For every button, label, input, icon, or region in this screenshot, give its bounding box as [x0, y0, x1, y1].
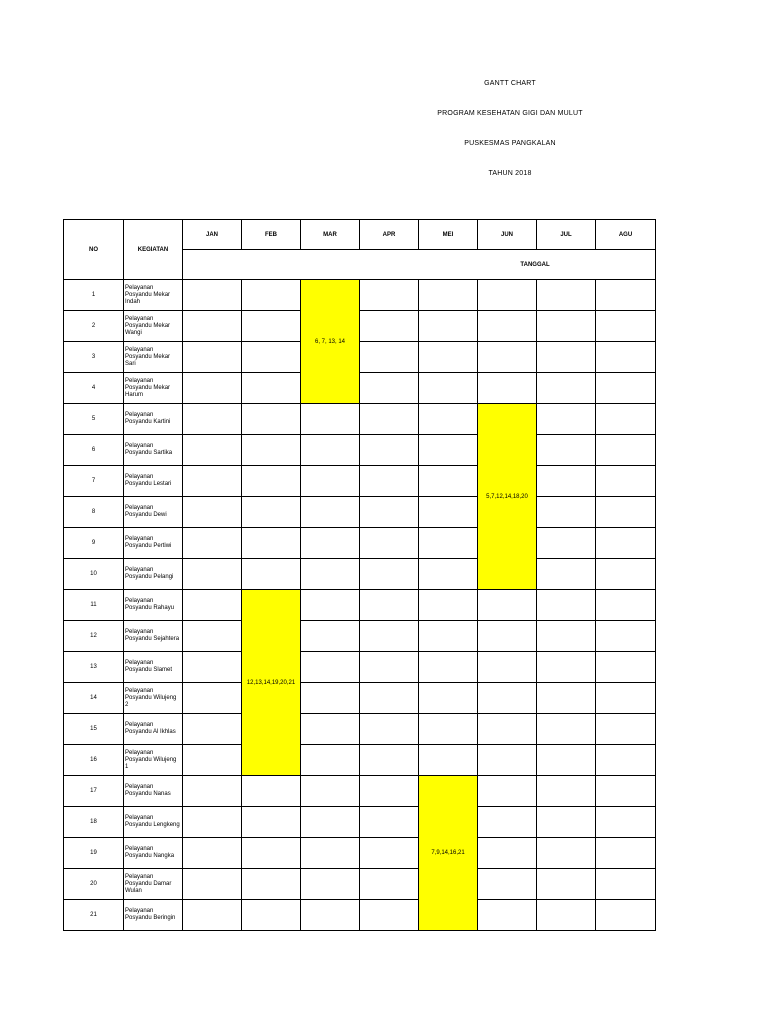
- table-row: [64, 435, 656, 466]
- empty-cell: [537, 838, 596, 869]
- empty-cell: [478, 590, 537, 621]
- table-row: [64, 652, 656, 683]
- empty-cell: [360, 900, 419, 931]
- empty-cell: [537, 466, 596, 497]
- chart-title: GANTT CHART: [484, 80, 536, 87]
- no-header: NO: [64, 220, 124, 280]
- empty-cell: [360, 590, 419, 621]
- empty-cell: [596, 528, 656, 559]
- empty-cell: [360, 528, 419, 559]
- empty-cell: [537, 652, 596, 683]
- empty-cell: [478, 869, 537, 900]
- month-header: JAN: [183, 220, 242, 250]
- empty-cell: [596, 714, 656, 745]
- empty-cell: [360, 559, 419, 590]
- empty-cell: [360, 807, 419, 838]
- kegiatan-cell: Pelayanan Posyandu Rahayu: [124, 590, 183, 621]
- puskesmas-title: PUSKESMAS PANGKALAN: [464, 140, 556, 147]
- kegiatan-cell: Pelayanan Posyandu Al Ikhlas: [124, 714, 183, 745]
- empty-cell: [419, 683, 478, 714]
- empty-cell: [596, 466, 656, 497]
- schedule-dates: 7,9,14,16,21: [431, 850, 465, 856]
- kegiatan-cell: Pelayanan Posyandu Lengkeng: [124, 807, 183, 838]
- empty-cell: [242, 311, 301, 342]
- table-row: [64, 404, 656, 435]
- table-row: [64, 683, 656, 714]
- table-row: [64, 621, 656, 652]
- kegiatan-header: KEGIATAN: [124, 220, 183, 280]
- empty-cell: [478, 900, 537, 931]
- table-row: [64, 342, 656, 373]
- empty-cell: [596, 404, 656, 435]
- empty-cell: [596, 311, 656, 342]
- empty-cell: [242, 435, 301, 466]
- program-title: PROGRAM KESEHATAN GIGI DAN MULUT: [437, 110, 583, 117]
- empty-cell: [301, 776, 360, 807]
- table-row: [64, 745, 656, 776]
- table-header: [64, 220, 656, 280]
- empty-cell: [419, 528, 478, 559]
- empty-cell: [242, 776, 301, 807]
- empty-cell: [596, 900, 656, 931]
- table-row: [64, 311, 656, 342]
- empty-cell: [183, 683, 242, 714]
- empty-cell: [596, 683, 656, 714]
- kegiatan-cell: Pelayanan Posyandu Pertiwi: [124, 528, 183, 559]
- empty-cell: [478, 807, 537, 838]
- empty-cell: [419, 311, 478, 342]
- empty-cell: [183, 342, 242, 373]
- row-number: 5: [64, 404, 124, 435]
- kegiatan-cell: Pelayanan Posyandu Sejahtera: [124, 621, 183, 652]
- empty-cell: [301, 559, 360, 590]
- schedule-highlight: [242, 590, 301, 776]
- empty-cell: [183, 838, 242, 869]
- kegiatan-cell: Pelayanan Posyandu Beringin: [124, 900, 183, 931]
- row-number: 19: [64, 838, 124, 869]
- row-number: 18: [64, 807, 124, 838]
- empty-cell: [537, 745, 596, 776]
- table-row: [64, 497, 656, 528]
- empty-cell: [360, 745, 419, 776]
- empty-cell: [301, 745, 360, 776]
- empty-cell: [419, 559, 478, 590]
- empty-cell: [419, 466, 478, 497]
- table-row: [64, 776, 656, 807]
- empty-cell: [301, 466, 360, 497]
- empty-cell: [242, 838, 301, 869]
- gantt-table: [63, 219, 656, 931]
- empty-cell: [360, 280, 419, 311]
- empty-cell: [183, 807, 242, 838]
- row-number: 10: [64, 559, 124, 590]
- empty-cell: [537, 869, 596, 900]
- empty-cell: [360, 838, 419, 869]
- empty-cell: [360, 652, 419, 683]
- empty-cell: [301, 404, 360, 435]
- empty-cell: [537, 404, 596, 435]
- empty-cell: [242, 559, 301, 590]
- empty-cell: [360, 621, 419, 652]
- empty-cell: [537, 714, 596, 745]
- schedule-highlight: [478, 404, 537, 590]
- empty-cell: [596, 745, 656, 776]
- empty-cell: [478, 342, 537, 373]
- row-number: 9: [64, 528, 124, 559]
- empty-cell: [596, 373, 656, 404]
- empty-cell: [419, 714, 478, 745]
- month-header: MAR: [301, 220, 360, 250]
- kegiatan-cell: Pelayanan Posyandu Damar Wulan: [124, 869, 183, 900]
- month-header: AGU: [596, 220, 656, 250]
- month-header: JUL: [537, 220, 596, 250]
- table-row: [64, 373, 656, 404]
- empty-cell: [419, 404, 478, 435]
- month-header-row: [64, 220, 656, 250]
- empty-cell: [301, 714, 360, 745]
- empty-cell: [537, 621, 596, 652]
- empty-cell: [537, 373, 596, 404]
- empty-cell: [183, 435, 242, 466]
- empty-cell: [596, 497, 656, 528]
- empty-cell: [478, 776, 537, 807]
- empty-cell: [242, 869, 301, 900]
- table-row: [64, 559, 656, 590]
- empty-cell: [360, 435, 419, 466]
- empty-cell: [183, 776, 242, 807]
- empty-cell: [478, 621, 537, 652]
- table-row: [64, 280, 656, 311]
- row-number: 16: [64, 745, 124, 776]
- row-number: 3: [64, 342, 124, 373]
- schedule-highlight: [301, 280, 360, 404]
- empty-cell: [419, 280, 478, 311]
- empty-cell: [419, 342, 478, 373]
- empty-cell: [183, 373, 242, 404]
- table-body: [64, 280, 656, 931]
- empty-cell: [242, 404, 301, 435]
- row-number: 1: [64, 280, 124, 311]
- empty-cell: [537, 807, 596, 838]
- empty-cell: [183, 404, 242, 435]
- kegiatan-cell: Pelayanan Posyandu Dewi: [124, 497, 183, 528]
- empty-cell: [596, 590, 656, 621]
- empty-cell: [242, 466, 301, 497]
- empty-cell: [242, 900, 301, 931]
- empty-cell: [360, 714, 419, 745]
- empty-cell: [183, 280, 242, 311]
- empty-cell: [478, 714, 537, 745]
- empty-cell: [183, 528, 242, 559]
- empty-cell: [183, 590, 242, 621]
- table-row: [64, 466, 656, 497]
- row-number: 13: [64, 652, 124, 683]
- empty-cell: [596, 435, 656, 466]
- row-number: 20: [64, 869, 124, 900]
- table-row: [64, 807, 656, 838]
- kegiatan-cell: Pelayanan Posyandu Sartika: [124, 435, 183, 466]
- empty-cell: [301, 838, 360, 869]
- schedule-dates: 12,13,14,19,20,21: [246, 679, 296, 686]
- kegiatan-cell: Pelayanan Posyandu Slamet: [124, 652, 183, 683]
- empty-cell: [537, 311, 596, 342]
- empty-cell: [301, 621, 360, 652]
- empty-cell: [242, 807, 301, 838]
- empty-cell: [596, 652, 656, 683]
- empty-cell: [537, 528, 596, 559]
- kegiatan-cell: Pelayanan Posyandu Mekar Wangi: [124, 311, 183, 342]
- empty-cell: [478, 683, 537, 714]
- empty-cell: [537, 435, 596, 466]
- empty-cell: [596, 621, 656, 652]
- kegiatan-cell: Pelayanan Posyandu Nangka: [124, 838, 183, 869]
- row-number: 7: [64, 466, 124, 497]
- empty-cell: [419, 373, 478, 404]
- kegiatan-cell: Pelayanan Posyandu Nanas: [124, 776, 183, 807]
- table-row: [64, 590, 656, 621]
- empty-cell: [419, 590, 478, 621]
- empty-cell: [301, 869, 360, 900]
- empty-cell: [596, 342, 656, 373]
- empty-cell: [537, 683, 596, 714]
- empty-cell: [537, 900, 596, 931]
- row-number: 2: [64, 311, 124, 342]
- empty-cell: [537, 342, 596, 373]
- empty-cell: [360, 311, 419, 342]
- month-header: MEI: [419, 220, 478, 250]
- year-title: TAHUN 2018: [488, 170, 532, 177]
- empty-cell: [478, 280, 537, 311]
- row-number: 11: [64, 590, 124, 621]
- row-number: 21: [64, 900, 124, 931]
- table-row: [64, 838, 656, 869]
- empty-cell: [242, 497, 301, 528]
- empty-cell: [596, 807, 656, 838]
- empty-cell: [183, 714, 242, 745]
- table-row: [64, 528, 656, 559]
- empty-cell: [301, 528, 360, 559]
- kegiatan-cell: Pelayanan Posyandu Kartini: [124, 404, 183, 435]
- empty-cell: [301, 652, 360, 683]
- empty-cell: [183, 559, 242, 590]
- empty-cell: [360, 342, 419, 373]
- kegiatan-cell: Pelayanan Posyandu Pelangi: [124, 559, 183, 590]
- row-number: 14: [64, 683, 124, 714]
- kegiatan-cell: Pelayanan Posyandu Lestari: [124, 466, 183, 497]
- table-row: [64, 900, 656, 931]
- empty-cell: [537, 776, 596, 807]
- empty-cell: [360, 373, 419, 404]
- schedule-dates: 5,7,12,14,18,20: [486, 493, 528, 500]
- row-number: 12: [64, 621, 124, 652]
- empty-cell: [537, 590, 596, 621]
- empty-cell: [537, 497, 596, 528]
- empty-cell: [596, 776, 656, 807]
- empty-cell: [301, 683, 360, 714]
- row-number: 4: [64, 373, 124, 404]
- month-header: APR: [360, 220, 419, 250]
- row-number: 8: [64, 497, 124, 528]
- empty-cell: [478, 745, 537, 776]
- table-row: [64, 714, 656, 745]
- empty-cell: [301, 497, 360, 528]
- empty-cell: [419, 435, 478, 466]
- empty-cell: [242, 280, 301, 311]
- empty-cell: [301, 435, 360, 466]
- empty-cell: [360, 404, 419, 435]
- empty-cell: [419, 497, 478, 528]
- empty-cell: [537, 280, 596, 311]
- empty-cell: [183, 621, 242, 652]
- empty-cell: [360, 683, 419, 714]
- empty-cell: [242, 528, 301, 559]
- empty-cell: [242, 342, 301, 373]
- empty-cell: [183, 745, 242, 776]
- row-number: 17: [64, 776, 124, 807]
- schedule-highlight: [419, 776, 478, 931]
- empty-cell: [596, 280, 656, 311]
- empty-cell: [360, 497, 419, 528]
- empty-cell: [301, 590, 360, 621]
- tanggal-header: [183, 250, 656, 280]
- empty-cell: [360, 466, 419, 497]
- month-header: JUN: [478, 220, 537, 250]
- empty-cell: [419, 621, 478, 652]
- table-row: [64, 869, 656, 900]
- kegiatan-cell: Pelayanan Posyandu Mekar Harum: [124, 373, 183, 404]
- empty-cell: [301, 900, 360, 931]
- schedule-dates: 6, 7, 13, 14: [314, 338, 346, 345]
- tanggal-label: TANGGAL: [520, 261, 550, 268]
- empty-cell: [419, 745, 478, 776]
- empty-cell: [596, 559, 656, 590]
- empty-cell: [301, 807, 360, 838]
- empty-cell: [183, 900, 242, 931]
- empty-cell: [183, 466, 242, 497]
- empty-cell: [596, 869, 656, 900]
- kegiatan-cell: Pelayanan Posyandu Mekar Sari: [124, 342, 183, 373]
- empty-cell: [183, 497, 242, 528]
- month-header: FEB: [242, 220, 301, 250]
- empty-cell: [478, 838, 537, 869]
- empty-cell: [360, 776, 419, 807]
- empty-cell: [183, 869, 242, 900]
- empty-cell: [478, 373, 537, 404]
- row-number: 6: [64, 435, 124, 466]
- kegiatan-cell: Pelayanan Posyandu Wilujeng 1: [124, 745, 183, 776]
- empty-cell: [478, 652, 537, 683]
- empty-cell: [242, 373, 301, 404]
- empty-cell: [360, 869, 419, 900]
- kegiatan-cell: Pelayanan Posyandu Mekar Indah: [124, 280, 183, 311]
- empty-cell: [478, 311, 537, 342]
- empty-cell: [183, 311, 242, 342]
- empty-cell: [596, 838, 656, 869]
- kegiatan-cell: Pelayanan Posyandu Wilujeng 2: [124, 683, 183, 714]
- empty-cell: [537, 559, 596, 590]
- empty-cell: [183, 652, 242, 683]
- row-number: 15: [64, 714, 124, 745]
- empty-cell: [419, 652, 478, 683]
